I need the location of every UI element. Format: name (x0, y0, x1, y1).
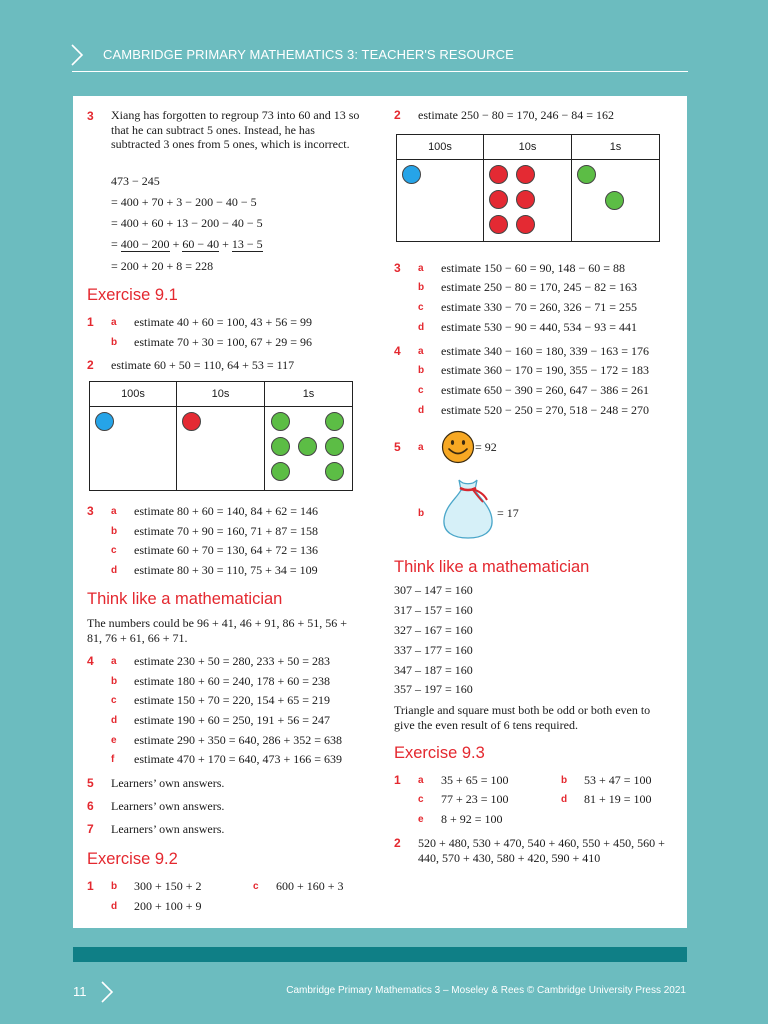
answer-text: estimate 250 − 80 = 170, 245 − 82 = 163 (441, 280, 638, 294)
counter-one (605, 191, 624, 210)
table-header-1s: 1s (572, 135, 660, 160)
counter-ten (516, 215, 535, 234)
ones-cell (265, 407, 353, 491)
answer-text: 8 + 92 = 100 (441, 812, 503, 826)
think-line: 327 – 167 = 160 (394, 623, 473, 637)
answer-text: 35 + 65 = 100 (441, 773, 509, 787)
answer-text: estimate 180 + 60 = 240, 178 + 60 = 238 (134, 674, 331, 688)
part-letter: c (253, 881, 259, 892)
part-letter: e (418, 814, 424, 825)
answer-text: 77 + 23 = 100 (441, 792, 509, 806)
counter-one (271, 437, 290, 456)
counter-one (271, 412, 290, 431)
page-content (73, 96, 687, 928)
ones-cell (572, 160, 660, 242)
answer-text: 200 + 100 + 9 (134, 899, 202, 913)
answer-text: estimate 150 − 60 = 90, 148 − 60 = 88 (441, 261, 626, 275)
answer-text: 300 + 150 + 2 (134, 879, 202, 893)
think-line: 317 – 157 = 160 (394, 603, 473, 617)
answer-text: estimate 70 + 90 = 160, 71 + 87 = 158 (134, 524, 319, 538)
hundreds-cell (397, 160, 484, 242)
counter-one (325, 437, 344, 456)
bracket-group: 13 − 5 (231, 237, 263, 251)
counter-one (577, 165, 596, 184)
section-heading: Think like a mathematician (87, 590, 283, 608)
counter-one (325, 462, 344, 481)
part-letter: b (111, 676, 118, 687)
answer-text: estimate 250 − 80 = 170, 246 − 84 = 162 (418, 108, 615, 122)
answer-text: estimate 60 + 50 = 110, 64 + 53 = 117 (111, 358, 295, 372)
part-letter: a (418, 775, 424, 786)
section-heading: Exercise 9.1 (87, 286, 178, 304)
answer-text: estimate 340 − 160 = 180, 339 − 163 = 176 (441, 344, 650, 358)
working-line: 473 − 245 (111, 174, 160, 188)
working-line: = 400 + 70 + 3 − 200 − 40 − 5 (111, 195, 257, 209)
header-title: CAMBRIDGE PRIMARY MATHEMATICS 3: TEACHER'S RESOURCE (103, 47, 514, 62)
answer-text: = 17 (497, 506, 519, 520)
counter-ten (516, 190, 535, 209)
bracket-joiner: + (219, 237, 232, 251)
part-letter: a (111, 317, 117, 328)
part-letter: b (418, 282, 425, 293)
counter-ten (489, 190, 508, 209)
place-value-table (396, 134, 660, 242)
answer-text: estimate 150 + 70 = 220, 154 + 65 = 219 (134, 693, 331, 707)
part-letter: b (561, 775, 568, 786)
table-header-100s: 100s (90, 382, 177, 407)
question-number: 2 (394, 108, 401, 122)
answer-text: 81 + 19 = 100 (584, 792, 652, 806)
answer-text: estimate 60 + 70 = 130, 64 + 72 = 136 (134, 543, 319, 557)
question-number: 2 (394, 836, 401, 850)
smiley-face-icon (441, 430, 475, 464)
page-number: 11 (73, 984, 87, 999)
answer-text: estimate 520 − 250 = 270, 518 − 248 = 270 (441, 403, 650, 417)
copyright-credit: Cambridge Primary Mathematics 3 – Moseley & Rees © Cambridge University Press 2021 (286, 985, 686, 996)
section-heading: Think like a mathematician (394, 558, 590, 576)
part-letter: b (111, 526, 118, 537)
question-number: 3 (87, 109, 94, 123)
part-letter: c (418, 302, 424, 313)
part-letter: c (111, 545, 117, 556)
part-letter: c (111, 695, 117, 706)
part-letter: a (111, 506, 117, 517)
answer-text: estimate 470 + 170 = 640, 473 + 166 = 639 (134, 752, 343, 766)
counter-one (271, 462, 290, 481)
question-number: 7 (87, 822, 94, 836)
part-letter: b (111, 337, 118, 348)
answer-text: = 92 (475, 440, 497, 454)
question-number: 4 (394, 344, 401, 358)
part-letter: d (561, 794, 568, 805)
money-bag-icon (439, 476, 497, 540)
part-letter: d (418, 322, 425, 333)
working-line: = 200 + 20 + 8 = 228 (111, 259, 214, 273)
header-rule (72, 71, 688, 72)
question-number: 1 (87, 879, 94, 893)
think-text: The numbers could be 96 + 41, 46 + 91, 86 + 51, 56 + 81, 76 + 61, 66 + 71. (87, 616, 348, 645)
question-number: 1 (394, 773, 401, 787)
part-letter: e (111, 735, 117, 746)
counter-hundred (402, 165, 421, 184)
tens-cell (177, 407, 265, 491)
question-number: 1 (87, 315, 94, 329)
part-letter: f (111, 754, 115, 765)
table-header-100s: 100s (397, 135, 484, 160)
answer-text: Learners’ own answers. (111, 799, 225, 813)
part-letter: d (111, 715, 118, 726)
section-heading: Exercise 9.2 (87, 850, 178, 868)
answer-text: Learners’ own answers. (111, 822, 225, 836)
answer-text: 600 + 160 + 3 (276, 879, 344, 893)
answer-text: estimate 40 + 60 = 100, 43 + 56 = 99 (134, 315, 313, 329)
counter-hundred (95, 412, 114, 431)
counter-ten (182, 412, 201, 431)
part-letter: a (418, 346, 424, 357)
counter-ten (489, 215, 508, 234)
part-letter: d (418, 405, 425, 416)
part-letter: c (418, 794, 424, 805)
answer-text: estimate 530 − 90 = 440, 534 − 93 = 441 (441, 320, 638, 334)
answer-text: estimate 330 − 70 = 260, 326 − 71 = 255 (441, 300, 638, 314)
part-letter: d (111, 565, 118, 576)
question-number: 2 (87, 358, 94, 372)
working-prefix: = (111, 237, 121, 251)
part-letter: a (418, 442, 424, 453)
hundreds-cell (90, 407, 177, 491)
part-letter: b (418, 365, 425, 376)
footer-bar (73, 947, 687, 962)
answer-text: estimate 70 + 30 = 100, 67 + 29 = 96 (134, 335, 313, 349)
answer-text: Learners’ own answers. (111, 776, 225, 790)
think-line: 307 – 147 = 160 (394, 583, 473, 597)
page-header (0, 40, 768, 72)
part-letter: c (418, 385, 424, 396)
counter-ten (516, 165, 535, 184)
part-letter: d (111, 901, 118, 912)
think-line: 357 – 197 = 160 (394, 682, 473, 696)
counter-ten (489, 165, 508, 184)
place-value-table (89, 381, 353, 491)
answer-text: estimate 80 + 30 = 110, 75 + 34 = 109 (134, 563, 318, 577)
chevron-right-icon (100, 981, 114, 1003)
question-number: 5 (87, 776, 94, 790)
think-line: 337 – 177 = 160 (394, 643, 473, 657)
answer-text: estimate 650 − 390 = 260, 647 − 386 = 261 (441, 383, 650, 397)
answer-text: estimate 80 + 60 = 140, 84 + 62 = 146 (134, 504, 319, 518)
question-number: 4 (87, 654, 94, 668)
page-footer (0, 976, 768, 1006)
part-letter: a (418, 263, 424, 274)
bracket-joiner: + (169, 237, 183, 251)
answer-text: 53 + 47 = 100 (584, 773, 652, 787)
table-header-1s: 1s (265, 382, 353, 407)
working-line: = 400 + 60 + 13 − 200 − 40 − 5 (111, 216, 263, 230)
table-header-10s: 10s (177, 382, 265, 407)
answer-text: estimate 190 + 60 = 250, 191 + 56 = 247 (134, 713, 331, 727)
chevron-right-icon (70, 44, 84, 66)
part-letter: b (418, 508, 425, 519)
part-letter: b (111, 881, 118, 892)
bracket-group: 60 − 40 (182, 237, 220, 251)
question-number: 6 (87, 799, 94, 813)
counter-one (325, 412, 344, 431)
think-line: 347 – 187 = 160 (394, 663, 473, 677)
answer-text: estimate 230 + 50 = 280, 233 + 50 = 283 (134, 654, 331, 668)
counter-one (298, 437, 317, 456)
question-number: 5 (394, 440, 401, 454)
question-number: 3 (87, 504, 94, 518)
answer-text: estimate 290 + 350 = 640, 286 + 352 = 638 (134, 733, 343, 747)
answer-text: estimate 360 − 170 = 190, 355 − 172 = 183 (441, 363, 650, 377)
bracket-group: 400 − 200 (120, 237, 170, 251)
bracketed-working-line (111, 237, 263, 252)
question-number: 3 (394, 261, 401, 275)
tens-cell (484, 160, 572, 242)
think-text: Triangle and square must both be odd or both even to give the even result of 6 tens required. (394, 703, 651, 732)
part-letter: a (111, 656, 117, 667)
answer-text: 520 + 480, 530 + 470, 540 + 460, 550 + 450, 560 + 440, 570 + 430, 580 + 420, 590 + 410 (418, 836, 665, 865)
table-header-10s: 10s (484, 135, 572, 160)
question-text: Xiang has forgotten to regroup 73 into 60 and 13 so that he can subtract 5 ones. Instead, he has subtracted 3 ones from 5 ones, which is incorrect. (111, 108, 360, 151)
section-heading: Exercise 9.3 (394, 744, 485, 762)
